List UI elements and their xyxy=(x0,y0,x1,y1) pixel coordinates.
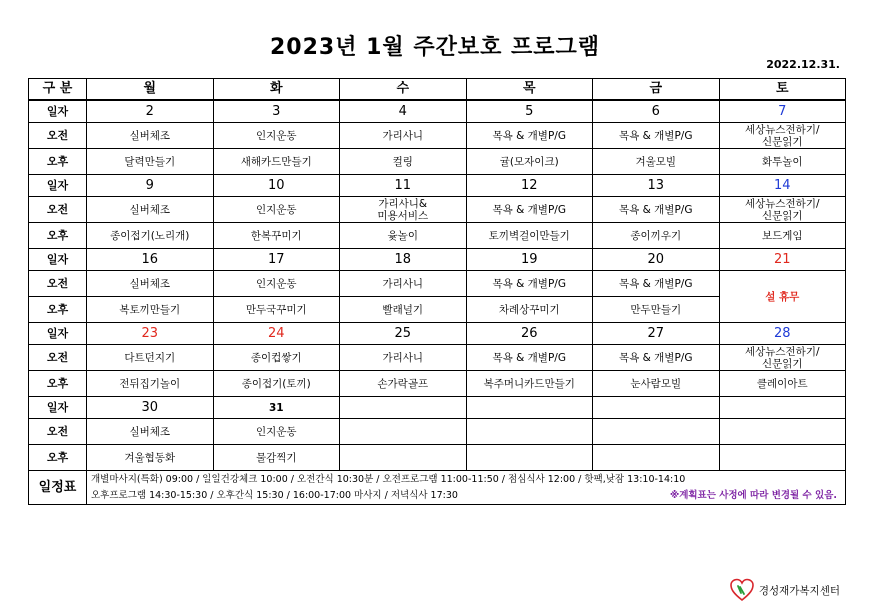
program-cell: 토끼벽걸이만들기 xyxy=(466,223,593,249)
day-number: 20 xyxy=(593,249,720,271)
program-cell: 종이접기(노리개) xyxy=(87,223,214,249)
program-cell: 컬링 xyxy=(340,149,467,175)
day-number-saturday: 28 xyxy=(719,323,846,345)
program-cell: 목욕 & 개별P/G xyxy=(593,123,720,149)
schedule-line-2-text: 오후프로그램 14:30-15:30 / 오후간식 15:30 / 16:00-17:00 마사지 / 저녁식사 17:30 xyxy=(91,489,458,501)
week2-day-row xyxy=(29,175,846,197)
program-cell: 목욕 & 개별P/G xyxy=(593,271,720,297)
program-cell: 겨울협동화 xyxy=(87,445,214,471)
header-sat: 토 xyxy=(719,79,846,101)
day-number-holiday: 23 xyxy=(87,323,214,345)
program-cell: 한복꾸미기 xyxy=(213,223,340,249)
program-cell xyxy=(466,445,593,471)
change-notice: ※계획표는 사정에 따라 변경될 수 있음. xyxy=(669,489,837,501)
am-label: 오전 xyxy=(29,345,87,371)
pm-label: 오후 xyxy=(29,223,87,249)
program-cell: 목욕 & 개별P/G xyxy=(466,345,593,371)
program-cell: 복주머니카드만들기 xyxy=(466,371,593,397)
program-cell: 차례상꾸미기 xyxy=(466,297,593,323)
program-cell: 목욕 & 개별P/G xyxy=(593,197,720,223)
page-title: 2023년 1월 주간보호 프로그램 xyxy=(269,35,601,60)
day-number: 5 xyxy=(466,100,593,123)
program-cell: 클레이아트 xyxy=(719,371,846,397)
program-cell: 목욕 & 개별P/G xyxy=(466,123,593,149)
program-cell: 새해카드만들기 xyxy=(213,149,340,175)
program-cell: 세상뉴스전하기/ 신문읽기 xyxy=(719,345,846,371)
pm-label: 오후 xyxy=(29,297,87,323)
program-cell: 겨울모빌 xyxy=(593,149,720,175)
day-number: 18 xyxy=(340,249,467,271)
day-number: 2 xyxy=(87,100,214,123)
program-cell: 눈사람모빌 xyxy=(593,371,720,397)
schedule-line-2 xyxy=(91,488,845,504)
program-cell xyxy=(340,445,467,471)
day-number: 27 xyxy=(593,323,720,345)
header-row xyxy=(29,79,846,101)
program-cell: 인지운동 xyxy=(213,271,340,297)
schedule-line-1: 개별마사지(특화) 09:00 / 일일건강체크 10:00 / 오전간식 10:30분 / 오전프로그램 11:00-11:50 / 점심식사 12:00 / 핫팩,낮잠 13:10-14:10 xyxy=(91,473,686,485)
program-cell: 화투놀이 xyxy=(719,149,846,175)
day-number: 26 xyxy=(466,323,593,345)
day-number-saturday: 14 xyxy=(719,175,846,197)
program-cell: 목욕 & 개별P/G xyxy=(593,345,720,371)
day-label: 일자 xyxy=(29,323,87,345)
day-number xyxy=(466,397,593,419)
issue-date: 2022.12.31. xyxy=(766,58,840,71)
day-number: 4 xyxy=(340,100,467,123)
day-label: 일자 xyxy=(29,100,87,123)
pm-label: 오후 xyxy=(29,371,87,397)
am-label: 오전 xyxy=(29,419,87,445)
program-cell: 만두만들기 xyxy=(593,297,720,323)
program-cell: 빨래널기 xyxy=(340,297,467,323)
header-mon: 월 xyxy=(87,79,214,101)
day-label: 일자 xyxy=(29,175,87,197)
week5-am-row xyxy=(29,419,846,445)
am-label: 오전 xyxy=(29,123,87,149)
week4-pm-row xyxy=(29,371,846,397)
schedule-text xyxy=(87,471,846,505)
week5-pm-row xyxy=(29,445,846,471)
day-number: 16 xyxy=(87,249,214,271)
program-cell: 다트던지기 xyxy=(87,345,214,371)
day-number: 17 xyxy=(213,249,340,271)
program-cell: 가리사니& 미용서비스 xyxy=(340,197,467,223)
week1-day-row xyxy=(29,100,846,123)
program-cell: 실버체조 xyxy=(87,197,214,223)
heart-logo-icon xyxy=(729,577,755,603)
program-cell: 실버체조 xyxy=(87,271,214,297)
day-number: 11 xyxy=(340,175,467,197)
day-number xyxy=(340,397,467,419)
program-cell: 실버체조 xyxy=(87,123,214,149)
program-cell: 만두국꾸미기 xyxy=(213,297,340,323)
am-label: 오전 xyxy=(29,197,87,223)
day-number: 30 xyxy=(87,397,214,419)
program-cell xyxy=(593,445,720,471)
program-cell: 종이접기(토끼) xyxy=(213,371,340,397)
header-thu: 목 xyxy=(466,79,593,101)
program-cell: 인지운동 xyxy=(213,419,340,445)
day-number xyxy=(593,397,720,419)
day-number-holiday: 24 xyxy=(213,323,340,345)
day-label: 일자 xyxy=(29,249,87,271)
day-number: 19 xyxy=(466,249,593,271)
day-label: 일자 xyxy=(29,397,87,419)
week3-day-row xyxy=(29,249,846,271)
schedule-label: 일정표 xyxy=(29,471,87,505)
week4-day-row xyxy=(29,323,846,345)
day-number-holiday: 21 xyxy=(719,249,846,271)
org-logo xyxy=(729,576,840,604)
program-cell xyxy=(593,419,720,445)
pm-label: 오후 xyxy=(29,445,87,471)
program-cell: 손가락골프 xyxy=(340,371,467,397)
day-number: 10 xyxy=(213,175,340,197)
program-cell: 물감찍기 xyxy=(213,445,340,471)
program-cell: 목욕 & 개별P/G xyxy=(466,271,593,297)
program-cell: 가리사니 xyxy=(340,345,467,371)
week1-am-row xyxy=(29,123,846,149)
day-number xyxy=(719,397,846,419)
header-gubun: 구 분 xyxy=(29,79,87,101)
program-cell: 복토끼만들기 xyxy=(87,297,214,323)
org-name: 경성재가복지센터 xyxy=(758,584,840,597)
am-label: 오전 xyxy=(29,271,87,297)
program-cell xyxy=(719,419,846,445)
week3-am-row xyxy=(29,271,846,297)
week2-pm-row xyxy=(29,223,846,249)
program-cell: 윷놀이 xyxy=(340,223,467,249)
program-cell xyxy=(466,419,593,445)
program-cell: 세상뉴스전하기/ 신문읽기 xyxy=(719,197,846,223)
week4-am-row xyxy=(29,345,846,371)
pm-label: 오후 xyxy=(29,149,87,175)
day-number: 9 xyxy=(87,175,214,197)
program-cell xyxy=(719,445,846,471)
program-cell: 달력만들기 xyxy=(87,149,214,175)
week1-pm-row xyxy=(29,149,846,175)
week5-day-row xyxy=(29,397,846,419)
day-number: 31 xyxy=(213,397,340,419)
program-cell: 전뒤집기놀이 xyxy=(87,371,214,397)
program-cell: 보드게임 xyxy=(719,223,846,249)
program-cell: 종이끼우기 xyxy=(593,223,720,249)
program-cell: 귤(모자이크) xyxy=(466,149,593,175)
program-cell: 가리사니 xyxy=(340,271,467,297)
day-number-saturday: 7 xyxy=(719,100,846,123)
program-cell: 세상뉴스전하기/ 신문읽기 xyxy=(719,123,846,149)
day-number: 6 xyxy=(593,100,720,123)
day-number: 13 xyxy=(593,175,720,197)
week2-am-row xyxy=(29,197,846,223)
schedule-table xyxy=(28,78,846,505)
program-cell: 실버체조 xyxy=(87,419,214,445)
day-number: 12 xyxy=(466,175,593,197)
day-number: 3 xyxy=(213,100,340,123)
program-cell: 종이컵쌓기 xyxy=(213,345,340,371)
header-fri: 금 xyxy=(593,79,720,101)
program-cell: 인지운동 xyxy=(213,197,340,223)
program-cell: 가리사니 xyxy=(340,123,467,149)
header-wed: 수 xyxy=(340,79,467,101)
program-cell: 인지운동 xyxy=(213,123,340,149)
program-cell: 목욕 & 개별P/G xyxy=(466,197,593,223)
program-cell xyxy=(340,419,467,445)
holiday-cell: 설 휴무 xyxy=(719,271,846,323)
daily-schedule-row xyxy=(29,471,846,505)
day-number: 25 xyxy=(340,323,467,345)
header-tue: 화 xyxy=(213,79,340,101)
